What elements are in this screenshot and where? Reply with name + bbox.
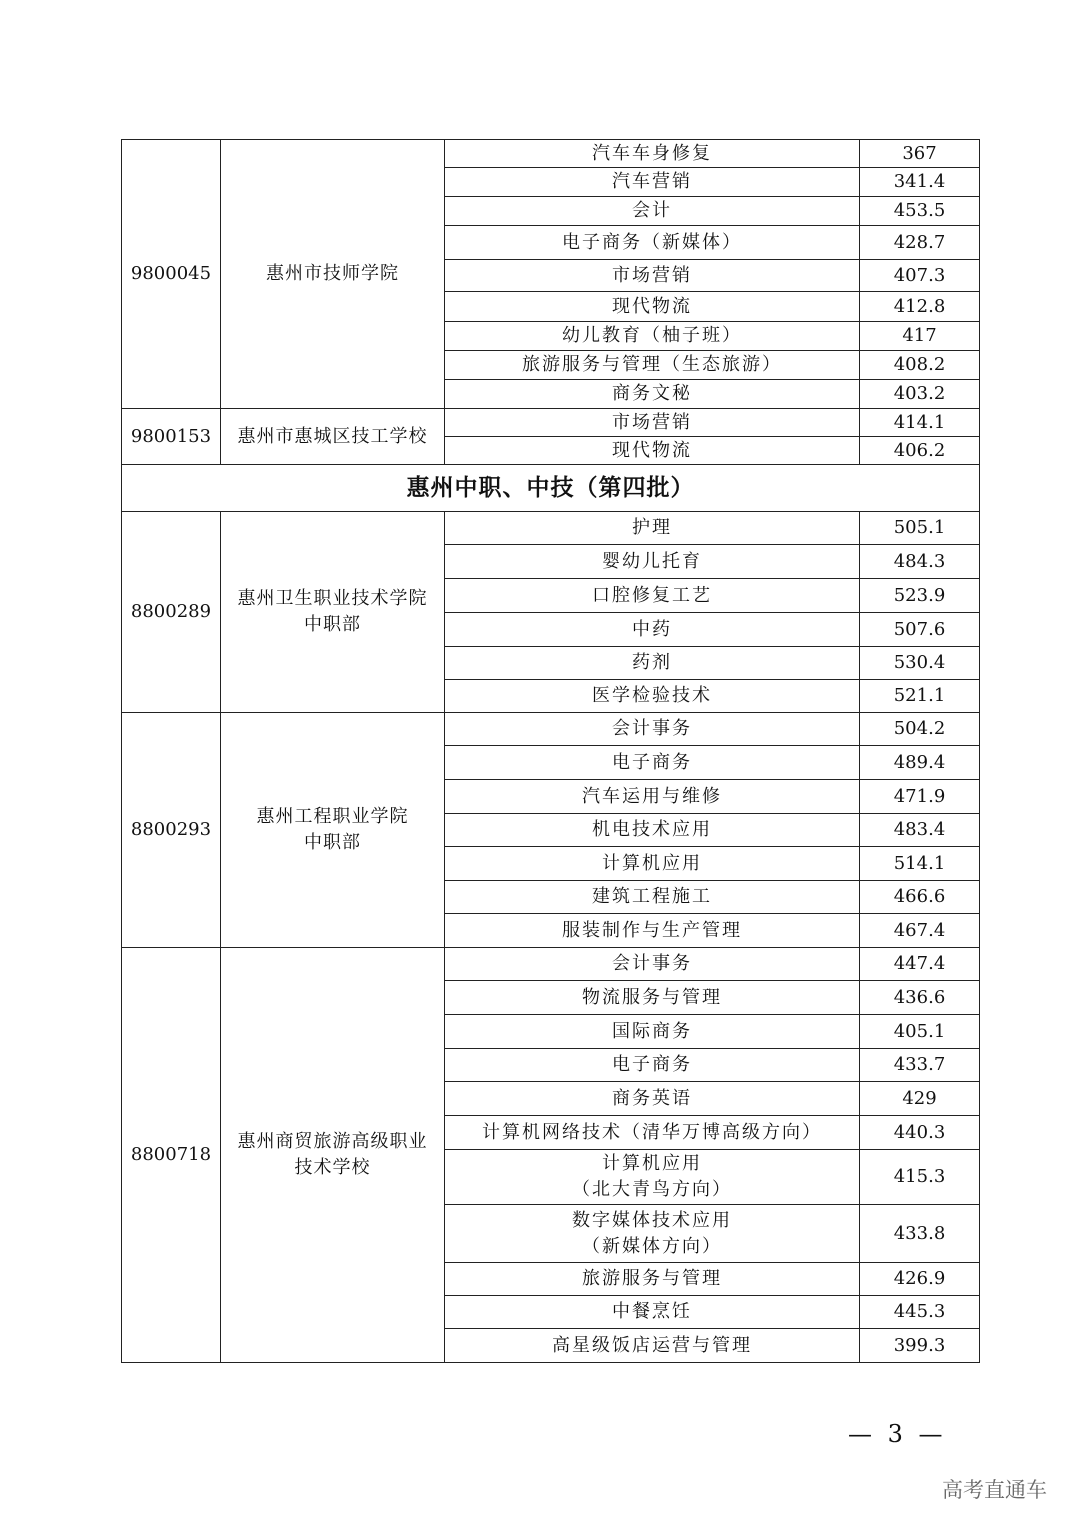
- major-name-line: 会计事务: [612, 953, 692, 974]
- major-score: 426.9: [860, 1263, 980, 1296]
- major-name-line: 旅游服务与管理: [582, 1268, 722, 1289]
- major-score: 447.4: [860, 948, 980, 981]
- school-code: 8800293: [122, 713, 221, 948]
- watermark-text: 高考直通车: [942, 1478, 1047, 1502]
- major-score: 412.8: [860, 292, 980, 322]
- major-name-line: 药剂: [632, 652, 672, 673]
- table-row: [122, 948, 980, 981]
- school-name-line: 中职部: [304, 832, 361, 853]
- major-name-line: 电子商务: [612, 1054, 692, 1075]
- score-table: [121, 139, 980, 1363]
- major-name: [445, 260, 860, 292]
- major-name: [445, 1263, 860, 1296]
- major-name: [445, 1329, 860, 1363]
- major-score: 407.3: [860, 260, 980, 292]
- major-name-line: 数字媒体技术应用: [572, 1209, 732, 1231]
- major-name-line: 计算机应用: [602, 852, 702, 874]
- major-name-line: 幼儿教育（柚子班）: [562, 325, 742, 346]
- major-score: 489.4: [860, 746, 980, 780]
- major-name-line: 计算机应用: [602, 1153, 702, 1174]
- major-score: 507.6: [860, 613, 980, 647]
- major-name-line: 物流服务与管理: [582, 986, 722, 1008]
- major-name: [445, 847, 860, 881]
- major-name: [445, 814, 860, 847]
- page-number: — 3 —: [848, 1420, 947, 1448]
- major-name-line: 汽车车身修复: [592, 142, 712, 164]
- table-row: [122, 713, 980, 746]
- major-name-line: 市场营销: [612, 411, 692, 433]
- major-score: 417: [860, 322, 980, 351]
- major-score: 523.9: [860, 579, 980, 613]
- major-score: 440.3: [860, 1116, 980, 1150]
- school-name-line: 惠州卫生职业技术学院: [237, 588, 428, 609]
- school-code: 9800045: [122, 140, 221, 409]
- major-name: [445, 226, 860, 260]
- major-score: 428.7: [860, 226, 980, 260]
- school-name: [221, 713, 445, 948]
- school-name: [221, 512, 445, 713]
- major-score: 415.3: [860, 1150, 980, 1205]
- major-name: [445, 680, 860, 713]
- major-name-line: 汽车运用与维修: [582, 785, 722, 807]
- major-name-line: 电子商务: [612, 751, 692, 773]
- major-score: 436.6: [860, 981, 980, 1015]
- major-name: [445, 380, 860, 409]
- major-name-line: 计算机网络技术（清华万博高级方向）: [482, 1121, 822, 1143]
- major-name: [445, 1082, 860, 1116]
- major-score: 466.6: [860, 881, 980, 914]
- major-name-line: 国际商务: [612, 1020, 692, 1042]
- major-score: 467.4: [860, 914, 980, 948]
- major-name-line: 婴幼儿托育: [602, 550, 702, 572]
- major-name: [445, 197, 860, 226]
- school-code: 8800289: [122, 512, 221, 713]
- major-name: [445, 948, 860, 981]
- major-name-line: 会计事务: [612, 718, 692, 739]
- major-score: 367: [860, 140, 980, 168]
- major-name-line: 护理: [632, 517, 672, 538]
- major-name-line: 旅游服务与管理（生态旅游）: [522, 354, 782, 375]
- major-name: [445, 579, 860, 613]
- major-score: 514.1: [860, 847, 980, 881]
- school-name-line: 惠州市技师学院: [266, 263, 399, 284]
- major-name: [445, 981, 860, 1015]
- major-name-line: （北大青鸟方向）: [572, 1179, 732, 1200]
- school-name-line: 惠州工程职业学院: [256, 806, 409, 827]
- major-name-line: 口腔修复工艺: [592, 584, 712, 606]
- major-score: 483.4: [860, 814, 980, 847]
- major-score: 429: [860, 1082, 980, 1116]
- school-name-line: 中职部: [304, 614, 361, 635]
- major-name: [445, 746, 860, 780]
- major-score: 445.3: [860, 1296, 980, 1329]
- major-score: 408.2: [860, 351, 980, 380]
- major-name: [445, 168, 860, 197]
- major-name: [445, 1205, 860, 1263]
- school-name: [221, 948, 445, 1363]
- major-name: [445, 140, 860, 168]
- table-row: [122, 140, 980, 168]
- table-row: [122, 409, 980, 437]
- major-name-line: 建筑工程施工: [592, 886, 712, 907]
- school-name-line: 惠州商贸旅游高级职业: [237, 1131, 428, 1152]
- school-code: 9800153: [122, 409, 221, 465]
- school-name: [221, 140, 445, 409]
- major-name: [445, 1049, 860, 1082]
- major-name-line: （新媒体方向）: [582, 1235, 722, 1257]
- major-name: [445, 647, 860, 680]
- major-name: [445, 512, 860, 545]
- major-score: 405.1: [860, 1015, 980, 1049]
- major-name-line: 电子商务（新媒体）: [562, 231, 742, 253]
- major-score: 403.2: [860, 380, 980, 409]
- major-name-line: 高星级饭店运营与管理: [552, 1334, 752, 1356]
- major-score: 530.4: [860, 647, 980, 680]
- major-name-line: 机电技术应用: [592, 819, 712, 840]
- section-title-row: [122, 465, 980, 512]
- major-score: 484.3: [860, 545, 980, 579]
- school-name: [221, 409, 445, 465]
- school-name-line: 技术学校: [294, 1157, 371, 1178]
- major-name-line: 现代物流: [612, 295, 692, 317]
- major-name-line: 中药: [632, 618, 672, 640]
- major-name: [445, 713, 860, 746]
- major-name: [445, 1015, 860, 1049]
- major-score: 433.7: [860, 1049, 980, 1082]
- major-name-line: 商务文秘: [612, 383, 692, 404]
- major-name: [445, 1116, 860, 1150]
- major-score: 406.2: [860, 437, 980, 465]
- major-score: 505.1: [860, 512, 980, 545]
- major-name-line: 市场营销: [612, 264, 692, 286]
- major-name-line: 服装制作与生产管理: [562, 919, 742, 941]
- major-name: [445, 881, 860, 914]
- school-code: 8800718: [122, 948, 221, 1363]
- major-score: 399.3: [860, 1329, 980, 1363]
- major-name: [445, 437, 860, 465]
- school-name-line: 惠州市惠城区技工学校: [237, 425, 428, 447]
- major-name: [445, 613, 860, 647]
- major-name-line: 现代物流: [612, 439, 692, 461]
- major-score: 521.1: [860, 680, 980, 713]
- major-name: [445, 322, 860, 351]
- major-name-line: 中餐烹饪: [612, 1301, 692, 1322]
- score-table-body: [122, 140, 980, 1363]
- major-score: 341.4: [860, 168, 980, 197]
- major-name: [445, 351, 860, 380]
- major-name-line: 会计: [632, 200, 672, 221]
- section-title: 惠州中职、中技（第四批）: [122, 465, 980, 512]
- major-name: [445, 545, 860, 579]
- major-name-line: 商务英语: [612, 1087, 692, 1109]
- major-name: [445, 1296, 860, 1329]
- major-score: 433.8: [860, 1205, 980, 1263]
- major-name-line: 医学检验技术: [592, 685, 712, 706]
- major-score: 471.9: [860, 780, 980, 814]
- major-name-line: 汽车营销: [612, 171, 692, 192]
- major-name: [445, 914, 860, 948]
- major-score: 504.2: [860, 713, 980, 746]
- major-name: [445, 780, 860, 814]
- major-score: 414.1: [860, 409, 980, 437]
- table-row: [122, 512, 980, 545]
- major-score: 453.5: [860, 197, 980, 226]
- major-name: [445, 292, 860, 322]
- major-name: [445, 1150, 860, 1205]
- major-name: [445, 409, 860, 437]
